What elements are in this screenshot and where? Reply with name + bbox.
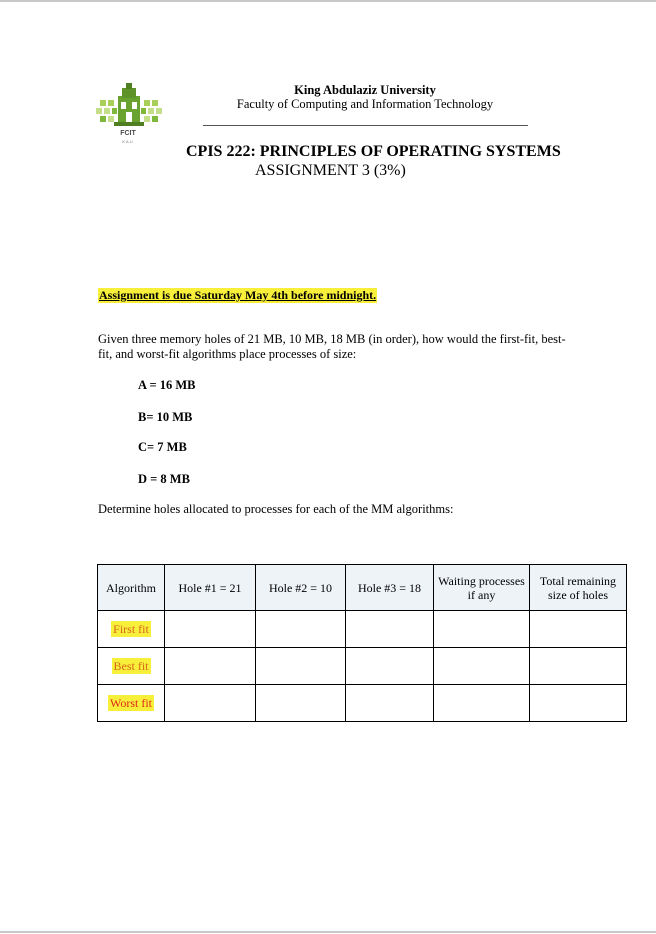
answer-cell[interactable] <box>165 648 256 685</box>
answer-cell[interactable] <box>530 648 627 685</box>
answer-cell[interactable] <box>256 685 346 722</box>
page-bottom-border <box>0 931 656 933</box>
header-waiting: Waiting processes if any <box>434 565 530 611</box>
assignment-title: ASSIGNMENT 3 (3%) <box>255 162 406 179</box>
page-top-border <box>0 0 656 2</box>
header-hole-2: Hole #2 = 10 <box>256 565 346 611</box>
course-title <box>186 143 561 161</box>
algorithm-worst-fit: Worst fit <box>109 695 153 710</box>
university-name: King Abdulaziz University <box>294 83 436 97</box>
process-d: D = 8 MB <box>138 472 190 486</box>
faculty-name: Faculty of Computing and Information Technology <box>236 97 494 111</box>
header-divider <box>203 125 528 126</box>
table-row <box>98 685 627 722</box>
process-c: C= 7 MB <box>138 440 187 454</box>
answer-cell[interactable] <box>346 685 434 722</box>
algorithm-cell <box>98 685 165 722</box>
process-a: A = 16 MB <box>138 378 196 392</box>
table-row <box>98 611 627 648</box>
algorithm-first-fit: First fit <box>113 621 149 636</box>
answer-cell[interactable] <box>530 685 627 722</box>
logo-subcaption: KAU <box>122 139 134 144</box>
logo-caption: FCIT <box>120 130 136 137</box>
process-b: B= 10 MB <box>138 410 193 424</box>
answer-cell[interactable] <box>530 611 627 648</box>
table-row <box>98 648 627 685</box>
header-hole-3: Hole #3 = 18 <box>346 565 434 611</box>
algorithm-cell <box>98 611 165 648</box>
answer-cell[interactable] <box>256 648 346 685</box>
question-text: Given three memory holes of 21 MB, 10 MB, 18 MB (in order), how would the first-fit, best-fit, and worst-fit algorithms place processes of size: <box>98 332 566 361</box>
course-name: PRINCIPLES OF OPERATING SYSTEMS <box>259 143 561 160</box>
answer-cell[interactable] <box>346 611 434 648</box>
answer-cell[interactable] <box>165 685 256 722</box>
table-header-row <box>98 565 627 611</box>
header-algorithm: Algorithm <box>98 565 165 611</box>
header-hole-1: Hole #1 = 21 <box>165 565 256 611</box>
course-code: CPIS 222: <box>186 143 260 160</box>
instruction-text: Determine holes allocated to processes for each of the MM algorithms: <box>98 502 454 516</box>
due-notice: Assignment is due Saturday May 4th before midnight. <box>99 288 377 302</box>
answer-cell[interactable] <box>256 611 346 648</box>
answer-cell[interactable] <box>165 611 256 648</box>
header-total-remaining: Total remaining size of holes <box>530 565 627 611</box>
mm-allocation-table <box>97 564 627 722</box>
algorithm-best-fit: Best fit <box>113 658 149 673</box>
answer-cell[interactable] <box>346 648 434 685</box>
answer-cell[interactable] <box>434 611 530 648</box>
answer-cell[interactable] <box>434 685 530 722</box>
answer-cell[interactable] <box>434 648 530 685</box>
algorithm-cell <box>98 648 165 685</box>
